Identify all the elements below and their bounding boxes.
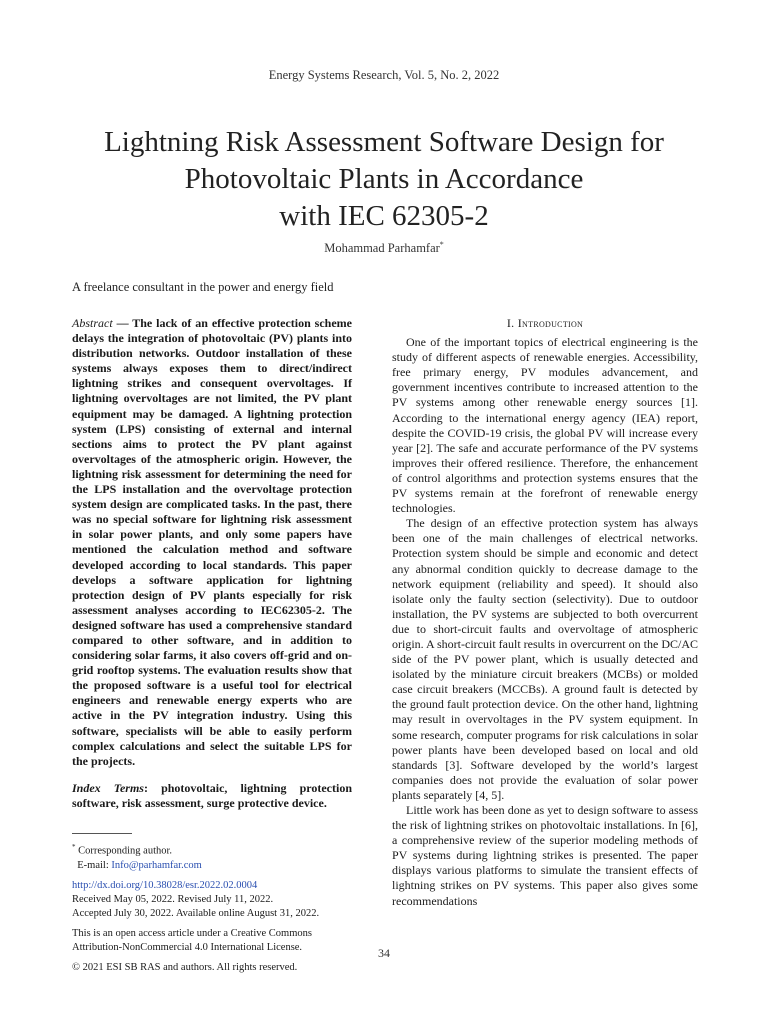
email-label: E-mail: xyxy=(77,859,112,871)
index-terms-colon: : xyxy=(143,780,162,795)
intro-paragraph-1: One of the important topics of electrical engineering is the study of different aspects of renewable energies. Accessibility, free primary energy, PV modules advancement, and government incentives contribute to increased attention to the PV systems among other renewable energy sources [1]. According to the international energy agency (IEA) report, despite the COVID-19 crisis, the global PV will increase every year [2]. The safe and accurate performance of the PV systems improves their offered resilience. Therefore, the enhancement of control algorithms and protection systems ensures that the PV systems remain at the forefront of renewable energy technologies. xyxy=(392,335,698,516)
copyright-line: © 2021 ESI SB RAS and authors. All rights reserved. xyxy=(72,961,298,973)
abstract xyxy=(72,316,352,769)
section-heading: I. Introduction xyxy=(506,316,584,330)
abstract-dash: — xyxy=(112,316,133,330)
title-line-2: Photovoltaic Plants in Accordance xyxy=(184,163,584,195)
corresponding-footnote xyxy=(72,840,352,873)
corresponding-text: Corresponding author. xyxy=(75,845,173,857)
corresponding-mark: * xyxy=(72,843,76,851)
author xyxy=(0,240,768,256)
page-number: 34 xyxy=(378,946,390,960)
intro-paragraph-3: Little work has been done as yet to design software to assess the risk of lightning strikes on photovoltaic installations. In [6], a comprehensive review of the superior modeling methods of PV systems during lightning strikes is presented. The paper displays various platforms to simulate the transient effects of lightning strikes on PV systems. This paper also gives some recommendations xyxy=(392,803,698,908)
accepted-line: Accepted July 30, 2022. Available online August 31, 2022. xyxy=(72,907,320,919)
email-link[interactable]: Info@parhamfar.com xyxy=(111,859,202,871)
received-line: Received May 05, 2022. Revised July 11, 2022. xyxy=(72,893,274,905)
abstract-text: The lack of an effective protection scheme delays the integration of photovoltaic (PV) plants into distribution networks. Outdoor installation of these systems always exposes them to direct/indirect lightning strikes and consequent overvoltages. If lightning overvoltages are not limited, the PV plant equipment may be damaged. A lightning protection system (LPS) consisting of external and internal sections aims to protect the PV plant against overvoltages of the atmospheric origin. However, the lightning risk assessment for determining the need for the LPS installation and the overvoltage protection system design are complicated tasks. In the past, there was no special software for lightning risk assessment in solar power plants, and only some papers have mentioned the calculation method and software developed according to local standards. This paper develops a software application for lightning protection design of PV plants especially for risk assessment analyses according to IEC62305-2. The designed software has used a comprehensive standard compared to other software, and in addition to considering solar farms, it also covers off-grid and on-grid rooftop systems. The evaluation results show that the proposed software is a useful tool for electrical engineers and renewable energy experts who are active in the PV integration industry. Using this software, specialists will be able to easily perform complex calculations and select the suitable LPS for the projects. xyxy=(72,316,352,768)
right-column xyxy=(392,316,698,909)
index-terms-text: photovoltaic, lightning protection software, risk assessment, surge protective device. xyxy=(72,780,352,810)
doi-link[interactable]: http://dx.doi.org/10.38028/esr.2022.02.0004 xyxy=(72,879,258,891)
index-terms-label: Index Terms xyxy=(72,780,144,795)
author-mark: * xyxy=(439,240,444,249)
intro-paragraph-2: The design of an effective protection system has always been one of the main challenges of electrical networks. Protection system should be simple and economic and detect any abnormal condition quickly to decrease damage to the network equipment (reliability and speed). It should also isolate only the faulty section (selectivity). Due to outdoor installation, the PV systems are subjected to both overcurrent due to short-circuit faults and overvoltage of atmospheric origin. A short-circuit fault results in overcurrent on the DC/AC side of the PV power plant, which is usually detected and isolated by the miniature circuit breakers (MCBs) or molded case circuit breakers (MCCBs). A ground fault is detected by the ground fault protection device. On the other hand, lightning may result in overvoltages in the PV system equipment. In some research, computer programs for risk calculations in solar power plants have been developed based on local and old standards [3]. Software developed by the world’s largest companies does not provide the evaluation of solar power plants separately [4, 5]. xyxy=(392,516,698,802)
index-terms xyxy=(72,781,352,811)
license-line-1: This is an open access article under a Creative Commons xyxy=(72,927,312,939)
journal-header: Energy Systems Research, Vol. 5, No. 2, 2022 xyxy=(268,68,500,82)
dates-footnote xyxy=(72,879,352,921)
title-line-1: Lightning Risk Assessment Software Design for xyxy=(104,126,664,158)
author-name: Mohammad Parhamfar xyxy=(324,241,440,256)
corresponding-line xyxy=(72,840,352,859)
title-line-3: with IEC 62305-2 xyxy=(279,200,489,232)
footnote-rule xyxy=(72,833,132,834)
abstract-label: Abstract xyxy=(72,316,113,330)
left-column xyxy=(72,316,352,975)
email-line xyxy=(72,859,352,873)
license-line-2: Attribution-NonCommercial 4.0 International License. xyxy=(72,941,303,953)
affiliation: A freelance consultant in the power and energy field xyxy=(72,280,334,294)
paper-title xyxy=(40,124,728,235)
